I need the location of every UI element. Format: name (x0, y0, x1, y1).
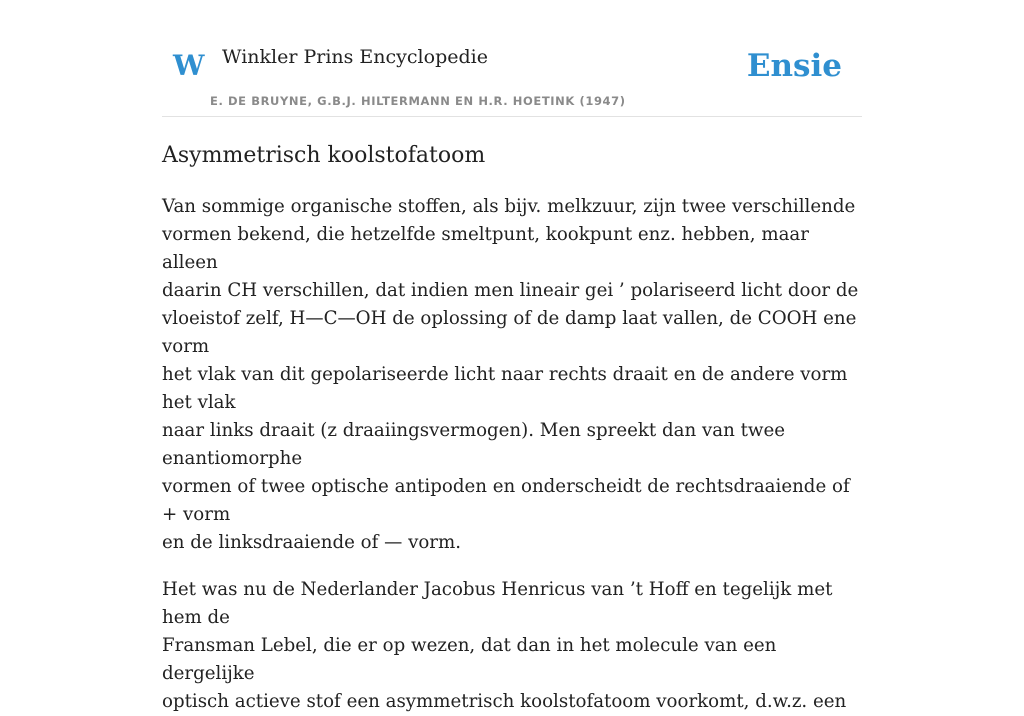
article-paragraph: Het was nu de Nederlander Jacobus Henricus van ’t Hoff en tegelijk met hem de Fransman Lebel, die er op wezen, dat dan in het molecule van een dergelijke optisch actieve stof een asymmetrisch koolstofatoom voorkomt, d.w.z. een (162, 579, 847, 713)
source-title[interactable]: Winkler Prins Encyclopedie (222, 46, 488, 68)
page-header (162, 0, 862, 117)
ensie-logo[interactable]: Ensie (746, 48, 842, 84)
winkler-prins-logo[interactable]: W (173, 49, 205, 82)
encyclopedia-page (162, 0, 862, 716)
source-authors: E. DE BRUYNE, G.B.J. HILTERMANN EN H.R. HOETINK (1947) (210, 94, 626, 108)
article-title: Asymmetrisch koolstofatoom (162, 143, 486, 168)
article-paragraph: Van sommige organische stoffen, als bijv. melkzuur, zijn twee verschillende vormen bekend, die hetzelfde smeltpunt, kookpunt enz. hebben, maar alleen daarin CH verschillen, dat indien men lineair gei ’ polariseerd licht door de vloeistof zelf, H—C—OH de oplossing of de damp laat vallen, de COOH ene vorm het vlak van dit gepolariseerde licht naar rechts draait en de andere vorm het vlak naar links draait (z draaiingsvermogen). Men spreekt dan van twee enantiomorphe vormen of twee optische antipoden en onderscheidt de rechtsdraaiende of + vorm en de linksdraaiende of — vorm. (162, 196, 859, 554)
